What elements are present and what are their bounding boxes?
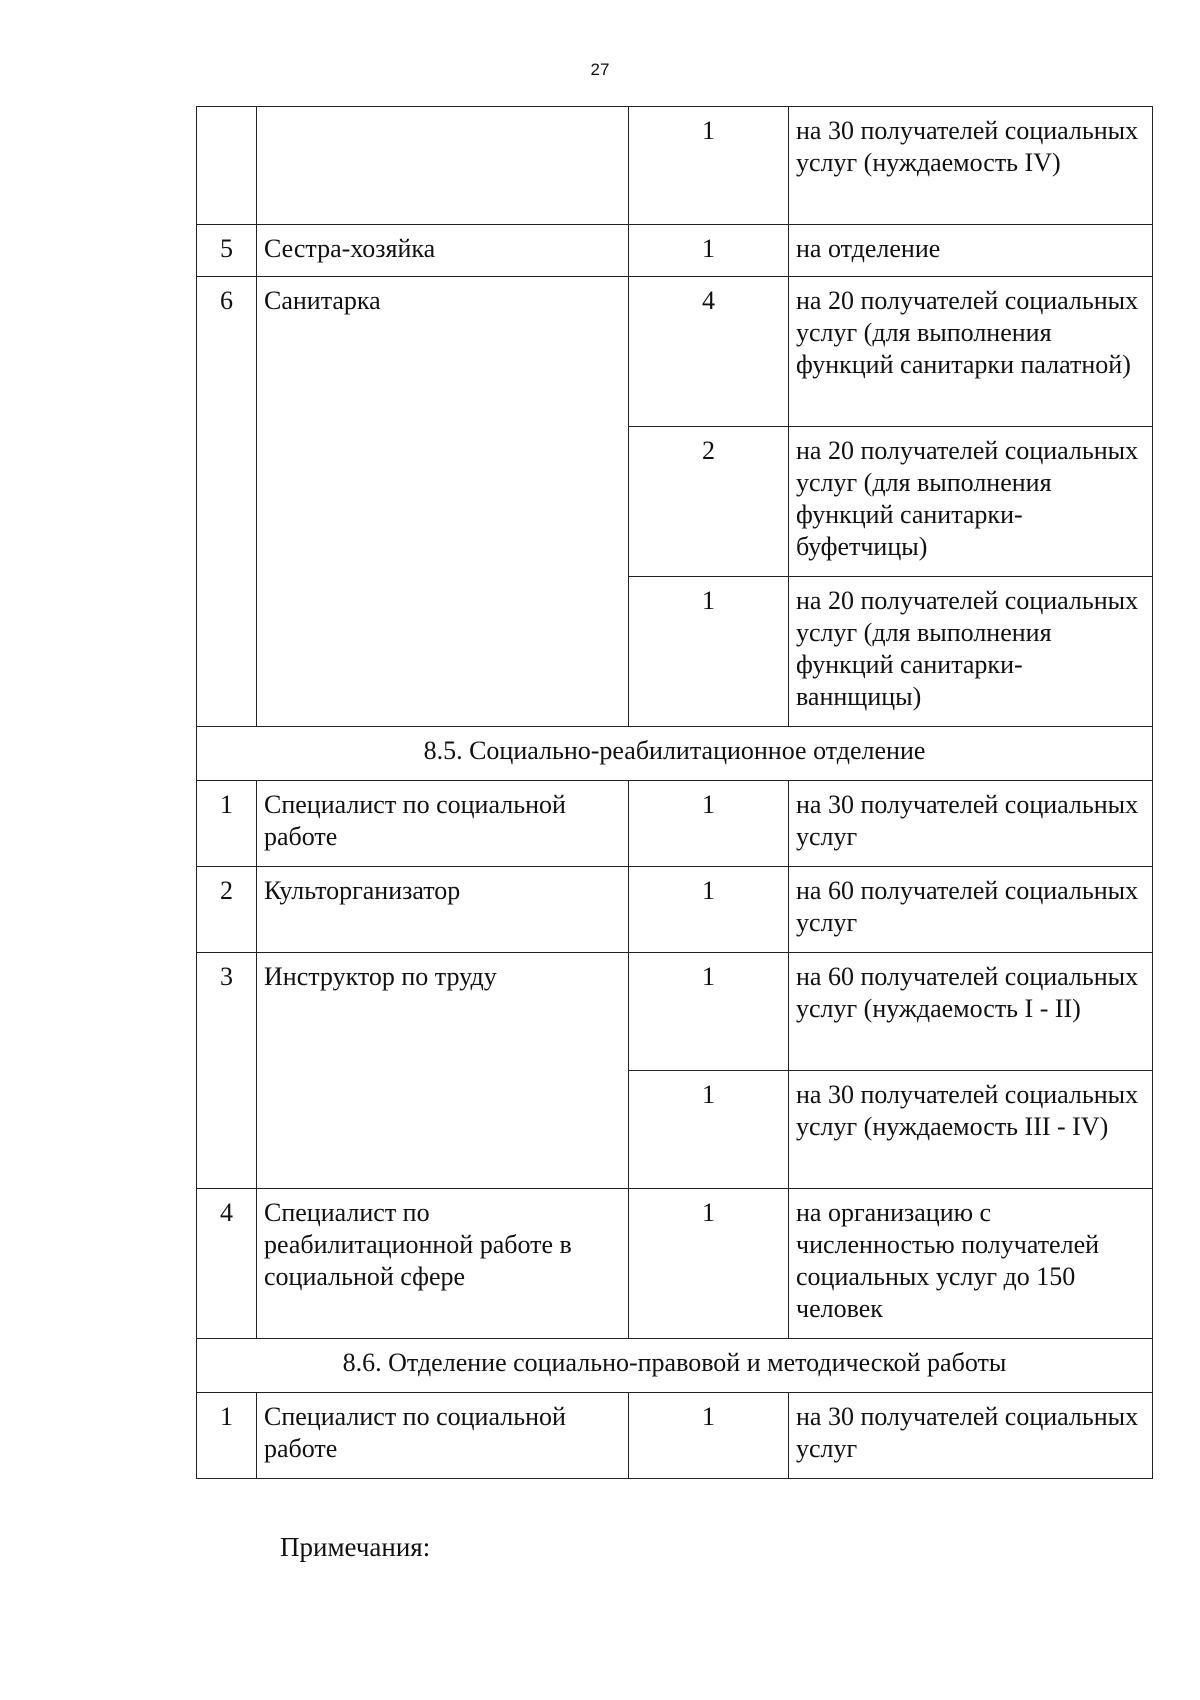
staff-quantity: 1 [629, 1393, 789, 1479]
row-number: 1 [197, 781, 257, 867]
staff-norm: на 20 получателей социальных услуг (для выполнения функций санитарки палатной) [789, 277, 1153, 427]
section-title: 8.5. Социально-реабилитационное отделение [197, 727, 1153, 781]
position-name: Инструктор по труду [257, 953, 629, 1189]
staff-quantity: 1 [629, 781, 789, 867]
staff-norm: на 60 получателей социальных услуг [789, 867, 1153, 953]
position-name: Специалист по реабилитационной работе в социальной сфере [257, 1189, 629, 1339]
position-name: Культорганизатор [257, 867, 629, 953]
staff-quantity: 1 [629, 953, 789, 1071]
table-row [197, 277, 1153, 427]
staff-norm: на 60 получателей социальных услуг (нуждаемость I - II) [789, 953, 1153, 1071]
position-name [257, 107, 629, 225]
section-title: 8.6. Отделение социально-правовой и методической работы [197, 1339, 1153, 1393]
row-number: 5 [197, 225, 257, 277]
staff-quantity: 4 [629, 277, 789, 427]
row-number: 2 [197, 867, 257, 953]
staff-quantity: 1 [629, 225, 789, 277]
table-row [197, 781, 1153, 867]
table-row [197, 953, 1153, 1071]
position-name: Сестра-хозяйка [257, 225, 629, 277]
staff-norm: на 30 получателей социальных услуг [789, 781, 1153, 867]
table-row [197, 107, 1153, 225]
staff-quantity: 1 [629, 1071, 789, 1189]
staff-quantity: 1 [629, 1189, 789, 1339]
notes-heading: Примечания: [280, 1532, 431, 1562]
section-header-row [197, 727, 1153, 781]
staff-quantity: 1 [629, 577, 789, 727]
position-name: Специалист по социальной работе [257, 781, 629, 867]
row-number: 4 [197, 1189, 257, 1339]
row-number: 6 [197, 277, 257, 727]
staff-norm: на 20 получателей социальных услуг (для выполнения функций санитарки-ваннщицы) [789, 577, 1153, 727]
staffing-table [196, 106, 1153, 1479]
staff-quantity: 1 [629, 107, 789, 225]
row-number: 1 [197, 1393, 257, 1479]
table-row [197, 1189, 1153, 1339]
table-row [197, 225, 1153, 277]
staff-norm: на организацию с численностью получателей социальных услуг до 150 человек [789, 1189, 1153, 1339]
table-row [197, 1393, 1153, 1479]
staff-quantity: 2 [629, 427, 789, 577]
table-row [197, 867, 1153, 953]
position-name: Санитарка [257, 277, 629, 727]
staff-norm: на 30 получателей социальных услуг (нуждаемость III - IV) [789, 1071, 1153, 1189]
staff-norm: на 20 получателей социальных услуг (для выполнения функций санитарки-буфетчицы) [789, 427, 1153, 577]
staff-norm: на отделение [789, 225, 1153, 277]
page-number: 27 [590, 60, 610, 79]
staff-norm: на 30 получателей социальных услуг [789, 1393, 1153, 1479]
row-number [197, 107, 257, 225]
position-name: Специалист по социальной работе [257, 1393, 629, 1479]
row-number: 3 [197, 953, 257, 1189]
staff-norm: на 30 получателей социальных услуг (нуждаемость IV) [789, 107, 1153, 225]
section-header-row [197, 1339, 1153, 1393]
staff-quantity: 1 [629, 867, 789, 953]
